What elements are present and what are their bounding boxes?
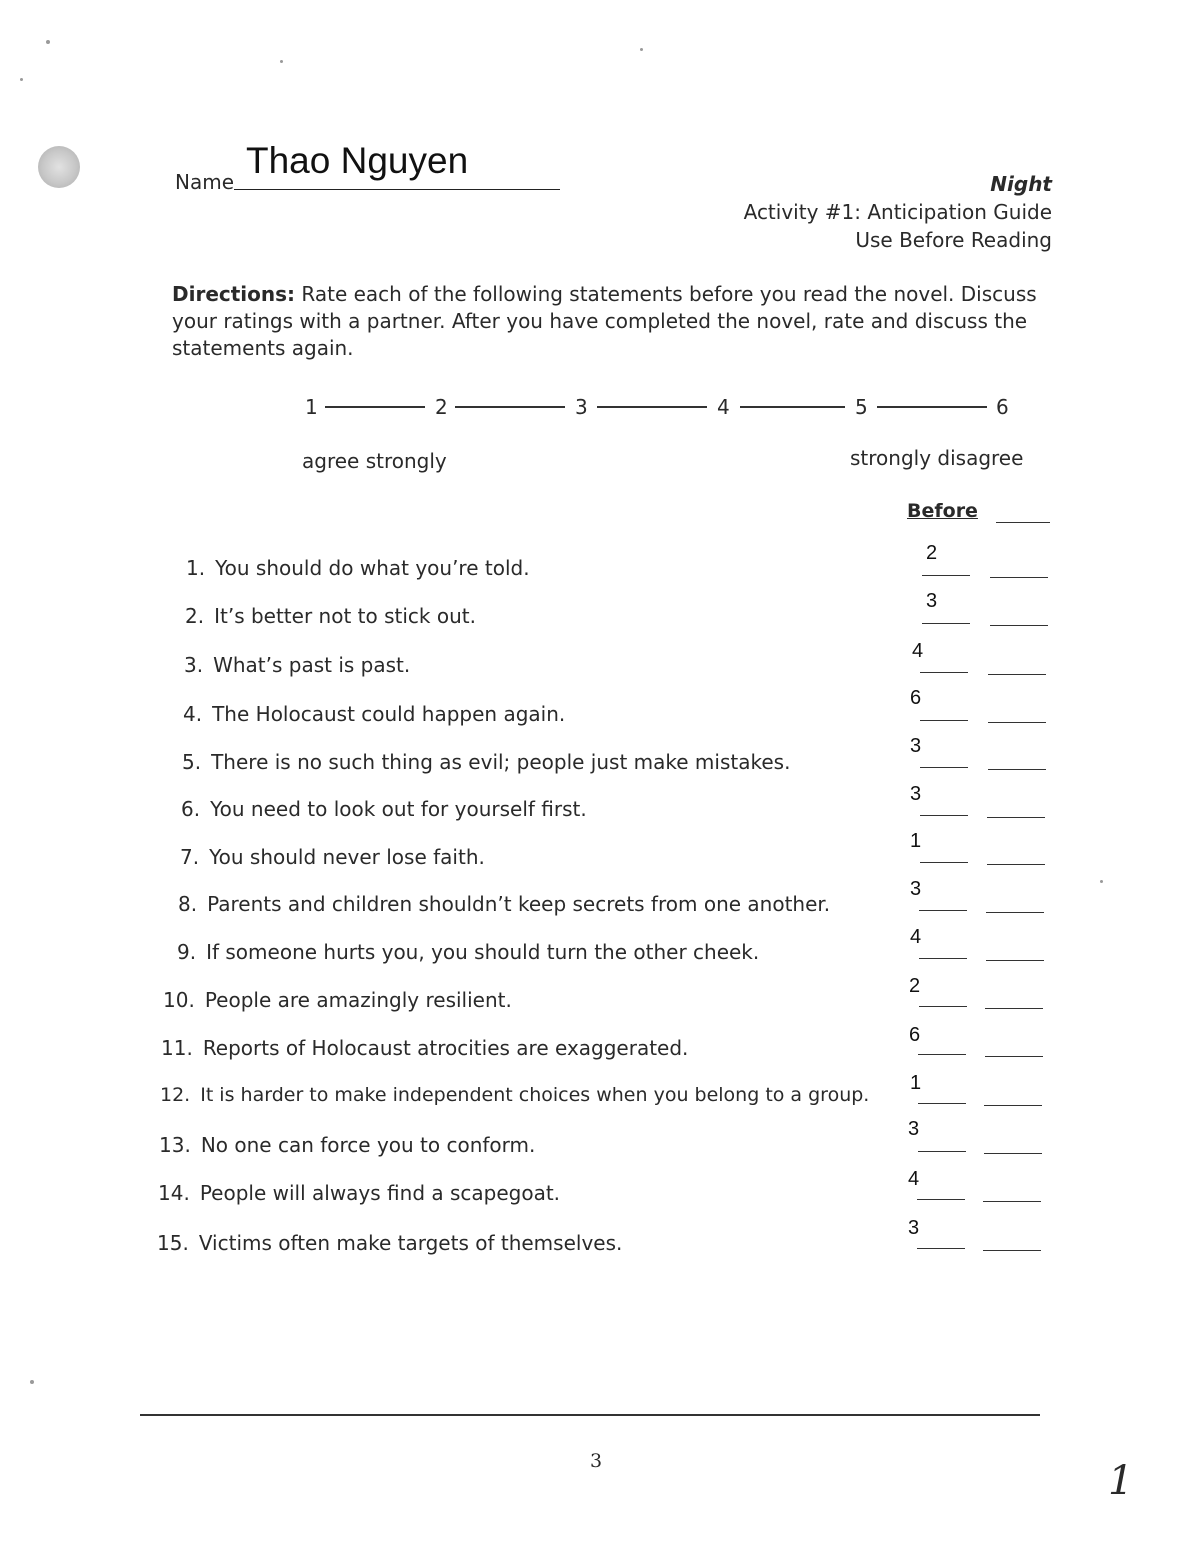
before-blank — [920, 720, 968, 721]
scale-number-2: 2 — [435, 395, 448, 419]
scan-speck — [30, 1380, 34, 1384]
statement-item: 6. You need to look out for yourself first. — [181, 797, 587, 821]
before-blank — [919, 910, 967, 911]
after-blank[interactable] — [988, 722, 1046, 723]
statement-item: 14. People will always find a scapegoat. — [158, 1181, 561, 1205]
student-name[interactable]: Thao Nguyen — [246, 140, 469, 181]
before-rating[interactable]: 3 — [910, 735, 922, 757]
before-blank — [922, 575, 970, 576]
before-rating[interactable]: 4 — [912, 640, 924, 662]
before-rating[interactable]: 1 — [910, 830, 922, 852]
before-blank — [920, 767, 968, 768]
after-blank[interactable] — [987, 817, 1045, 818]
after-column-blank — [996, 522, 1050, 523]
before-blank — [917, 1248, 965, 1249]
statement-item: 15. Victims often make targets of themselves. — [157, 1231, 623, 1255]
name-label: Name — [175, 170, 235, 194]
scale-dash — [597, 406, 707, 408]
use-note: Use Before Reading — [855, 228, 1052, 252]
before-rating[interactable]: 1 — [910, 1072, 922, 1094]
statement-item: 8. Parents and children shouldn’t keep secrets from one another. — [178, 892, 831, 916]
after-blank[interactable] — [983, 1201, 1041, 1202]
after-blank[interactable] — [986, 960, 1044, 961]
after-blank[interactable] — [985, 1008, 1043, 1009]
after-blank[interactable] — [988, 674, 1046, 675]
before-blank — [920, 862, 968, 863]
statement-item: 11. Reports of Holocaust atrocities are exaggerated. — [161, 1036, 689, 1060]
directions — [172, 281, 1042, 362]
scale-number-3: 3 — [575, 395, 588, 419]
scale-number-6: 6 — [996, 395, 1009, 419]
before-rating[interactable]: 4 — [908, 1168, 920, 1190]
scan-speck — [640, 48, 643, 51]
statement-item: 1. You should do what you’re told. — [186, 556, 530, 580]
scan-speck — [46, 40, 50, 44]
scale-dash — [877, 406, 987, 408]
before-rating[interactable]: 3 — [910, 878, 922, 900]
after-blank[interactable] — [990, 577, 1048, 578]
before-blank — [919, 958, 967, 959]
before-blank — [919, 1006, 967, 1007]
before-rating[interactable]: 4 — [910, 926, 922, 948]
scale-number-4: 4 — [717, 395, 730, 419]
book-title: Night — [990, 172, 1052, 196]
after-blank[interactable] — [984, 1153, 1042, 1154]
page-number: 3 — [590, 1450, 603, 1472]
before-rating[interactable]: 3 — [926, 590, 938, 612]
scale-number-1: 1 — [305, 395, 318, 419]
scale-dash — [740, 406, 845, 408]
before-rating[interactable]: 3 — [908, 1118, 920, 1140]
statement-item: 9. If someone hurts you, you should turn the other cheek. — [177, 940, 760, 964]
scan-speck — [280, 60, 283, 63]
scan-speck — [20, 78, 23, 81]
before-blank — [922, 623, 970, 624]
binder-hole-mark — [38, 146, 80, 188]
after-blank[interactable] — [987, 864, 1045, 865]
before-blank — [918, 1054, 966, 1055]
before-blank — [920, 815, 968, 816]
corner-page-mark: 1 — [1108, 1458, 1134, 1504]
before-blank — [918, 1151, 966, 1152]
before-blank — [918, 1103, 966, 1104]
scale-left-label: agree strongly — [302, 449, 447, 473]
before-blank — [920, 672, 968, 673]
name-underline — [234, 189, 560, 190]
statement-item: 12. It is harder to make independent choices when you belong to a group. — [160, 1084, 870, 1106]
before-blank — [917, 1199, 965, 1200]
before-rating[interactable]: 2 — [909, 975, 921, 997]
scale-right-label: strongly disagree — [850, 446, 1024, 470]
statement-item: 10. People are amazingly resilient. — [163, 988, 512, 1012]
statement-item: 4. The Holocaust could happen again. — [183, 702, 566, 726]
scale-dash — [325, 406, 425, 408]
after-blank[interactable] — [984, 1105, 1042, 1106]
scale-dash — [455, 406, 565, 408]
statement-item: 13. No one can force you to conform. — [159, 1133, 536, 1157]
after-blank[interactable] — [990, 625, 1048, 626]
before-rating[interactable]: 3 — [910, 783, 922, 805]
footer-rule — [140, 1414, 1040, 1416]
statement-item: 7. You should never lose faith. — [180, 845, 485, 869]
before-rating[interactable]: 2 — [926, 542, 938, 564]
after-blank[interactable] — [988, 769, 1046, 770]
statement-item: 2. It’s better not to stick out. — [185, 604, 476, 628]
before-rating[interactable]: 3 — [908, 1217, 920, 1239]
after-blank[interactable] — [986, 912, 1044, 913]
activity-title: Activity #1: Anticipation Guide — [743, 200, 1052, 224]
scale-number-5: 5 — [855, 395, 868, 419]
directions-text: Rate each of the following statements before you read the novel. Discuss your ratings with a partner. After you have completed the novel, rate and discuss the statements again. — [172, 282, 1037, 360]
before-rating[interactable]: 6 — [909, 1024, 921, 1046]
after-blank[interactable] — [985, 1056, 1043, 1057]
statement-item: 3. What’s past is past. — [184, 653, 411, 677]
before-column-header: Before — [907, 500, 978, 522]
after-blank[interactable] — [983, 1250, 1041, 1251]
scan-speck — [1100, 880, 1103, 883]
before-rating[interactable]: 6 — [910, 687, 922, 709]
statement-item: 5. There is no such thing as evil; people just make mistakes. — [182, 750, 791, 774]
directions-label: Directions: — [172, 282, 296, 306]
